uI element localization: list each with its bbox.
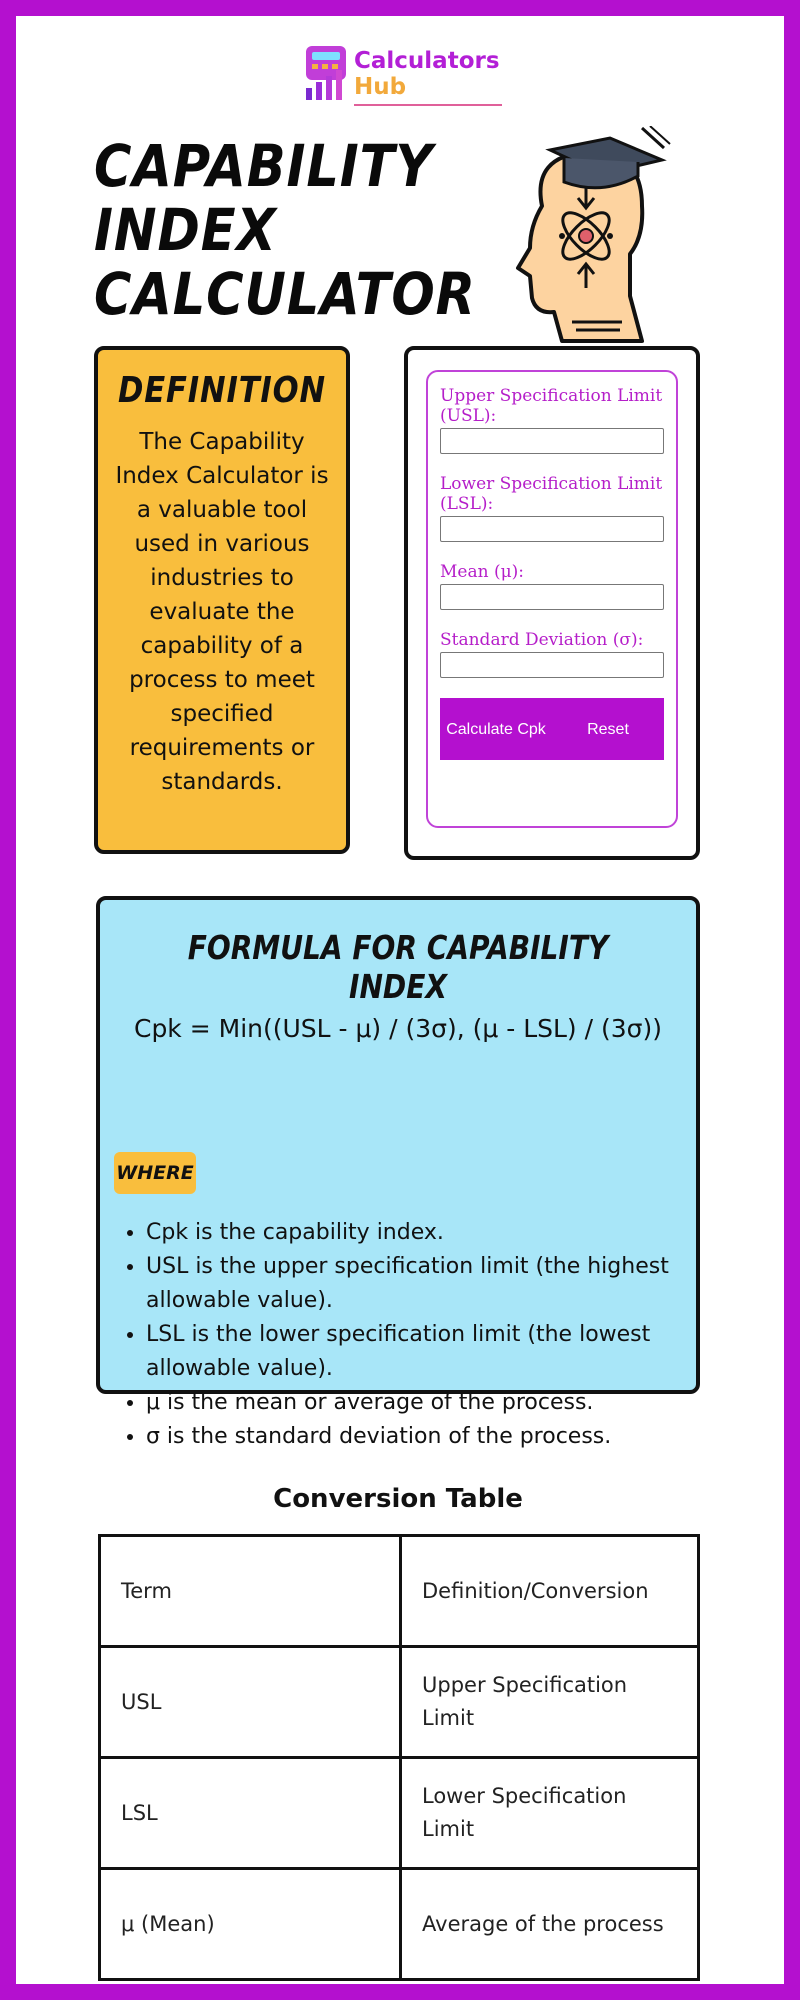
calculate-cpk-button[interactable]: Calculate Cpk — [446, 720, 546, 738]
button-bar — [440, 698, 664, 760]
graduate-head-icon — [492, 126, 672, 346]
where-list — [114, 1216, 746, 1454]
formula-heading: FORMULA FOR CAPABILITY INDEX — [187, 928, 609, 1006]
where-item: • σ is the standard deviation of the process. — [146, 1420, 746, 1454]
table-cell: USL — [100, 1647, 401, 1758]
title-line3: CALCULATOR — [94, 260, 476, 328]
reset-button[interactable]: Reset — [558, 720, 658, 739]
table-row — [100, 1869, 699, 1980]
page-title — [94, 132, 476, 328]
logo-line2: Hub — [354, 74, 407, 100]
conversion-table — [98, 1534, 700, 1981]
conversion-table-title: Conversion Table — [273, 1484, 523, 1514]
table-cell: Average of the process — [401, 1869, 699, 1980]
title-line1: CAPABILITY — [94, 132, 434, 200]
table-cell: μ (Mean) — [100, 1869, 401, 1980]
table-cell: LSL — [100, 1758, 401, 1869]
where-item: • μ is the mean or average of the process. — [146, 1386, 746, 1420]
lsl-label: Lower Specification Limit (LSL): — [440, 474, 663, 514]
table-cell: Term — [100, 1536, 401, 1647]
where-badge: WHERE — [114, 1152, 196, 1194]
calculator-form — [426, 370, 678, 828]
calculator-logo-icon — [304, 44, 350, 102]
mean-input[interactable] — [440, 584, 664, 610]
mean-label: Mean (μ): — [440, 562, 524, 582]
formula-equation: Cpk = Min((USL - μ) / (3σ), (μ - LSL) / (3σ)) — [133, 1014, 663, 1043]
where-item: • LSL is the lower specification limit (the lowest allowable value). — [146, 1318, 746, 1386]
lsl-input[interactable] — [440, 516, 664, 542]
graduate-head-illustration — [492, 126, 672, 346]
usl-input[interactable] — [440, 428, 664, 454]
table-row — [100, 1758, 699, 1869]
table-cell: Upper Specification Limit — [401, 1647, 699, 1758]
title-line2: INDEX — [94, 196, 277, 264]
sd-label: Standard Deviation (σ): — [440, 630, 644, 650]
calculator-card — [404, 346, 700, 860]
logo-underline — [354, 104, 502, 106]
sd-input[interactable] — [440, 652, 664, 678]
logo-line1: Calculators — [354, 48, 500, 74]
calculators-hub-logo[interactable] — [304, 40, 504, 106]
table-cell: Lower Specification Limit — [401, 1758, 699, 1869]
definition-heading: DEFINITION — [118, 370, 326, 411]
page — [16, 16, 784, 1984]
usl-label: Upper Specification Limit (USL): — [440, 386, 663, 426]
definition-card — [94, 346, 350, 854]
formula-card — [96, 896, 700, 1449]
where-item: • Cpk is the capability index. — [146, 1216, 746, 1250]
where-item: • USL is the upper specification limit (the highest allowable value). — [146, 1250, 746, 1318]
logo-text — [354, 48, 500, 100]
definition-text: The Capability Index Calculator is a valuable tool used in various industries to evaluate the capability of a process to meet specified requirements or standards. — [115, 429, 329, 795]
table-row — [100, 1536, 699, 1647]
table-row — [100, 1647, 699, 1758]
table-cell: Definition/Conversion — [401, 1536, 699, 1647]
